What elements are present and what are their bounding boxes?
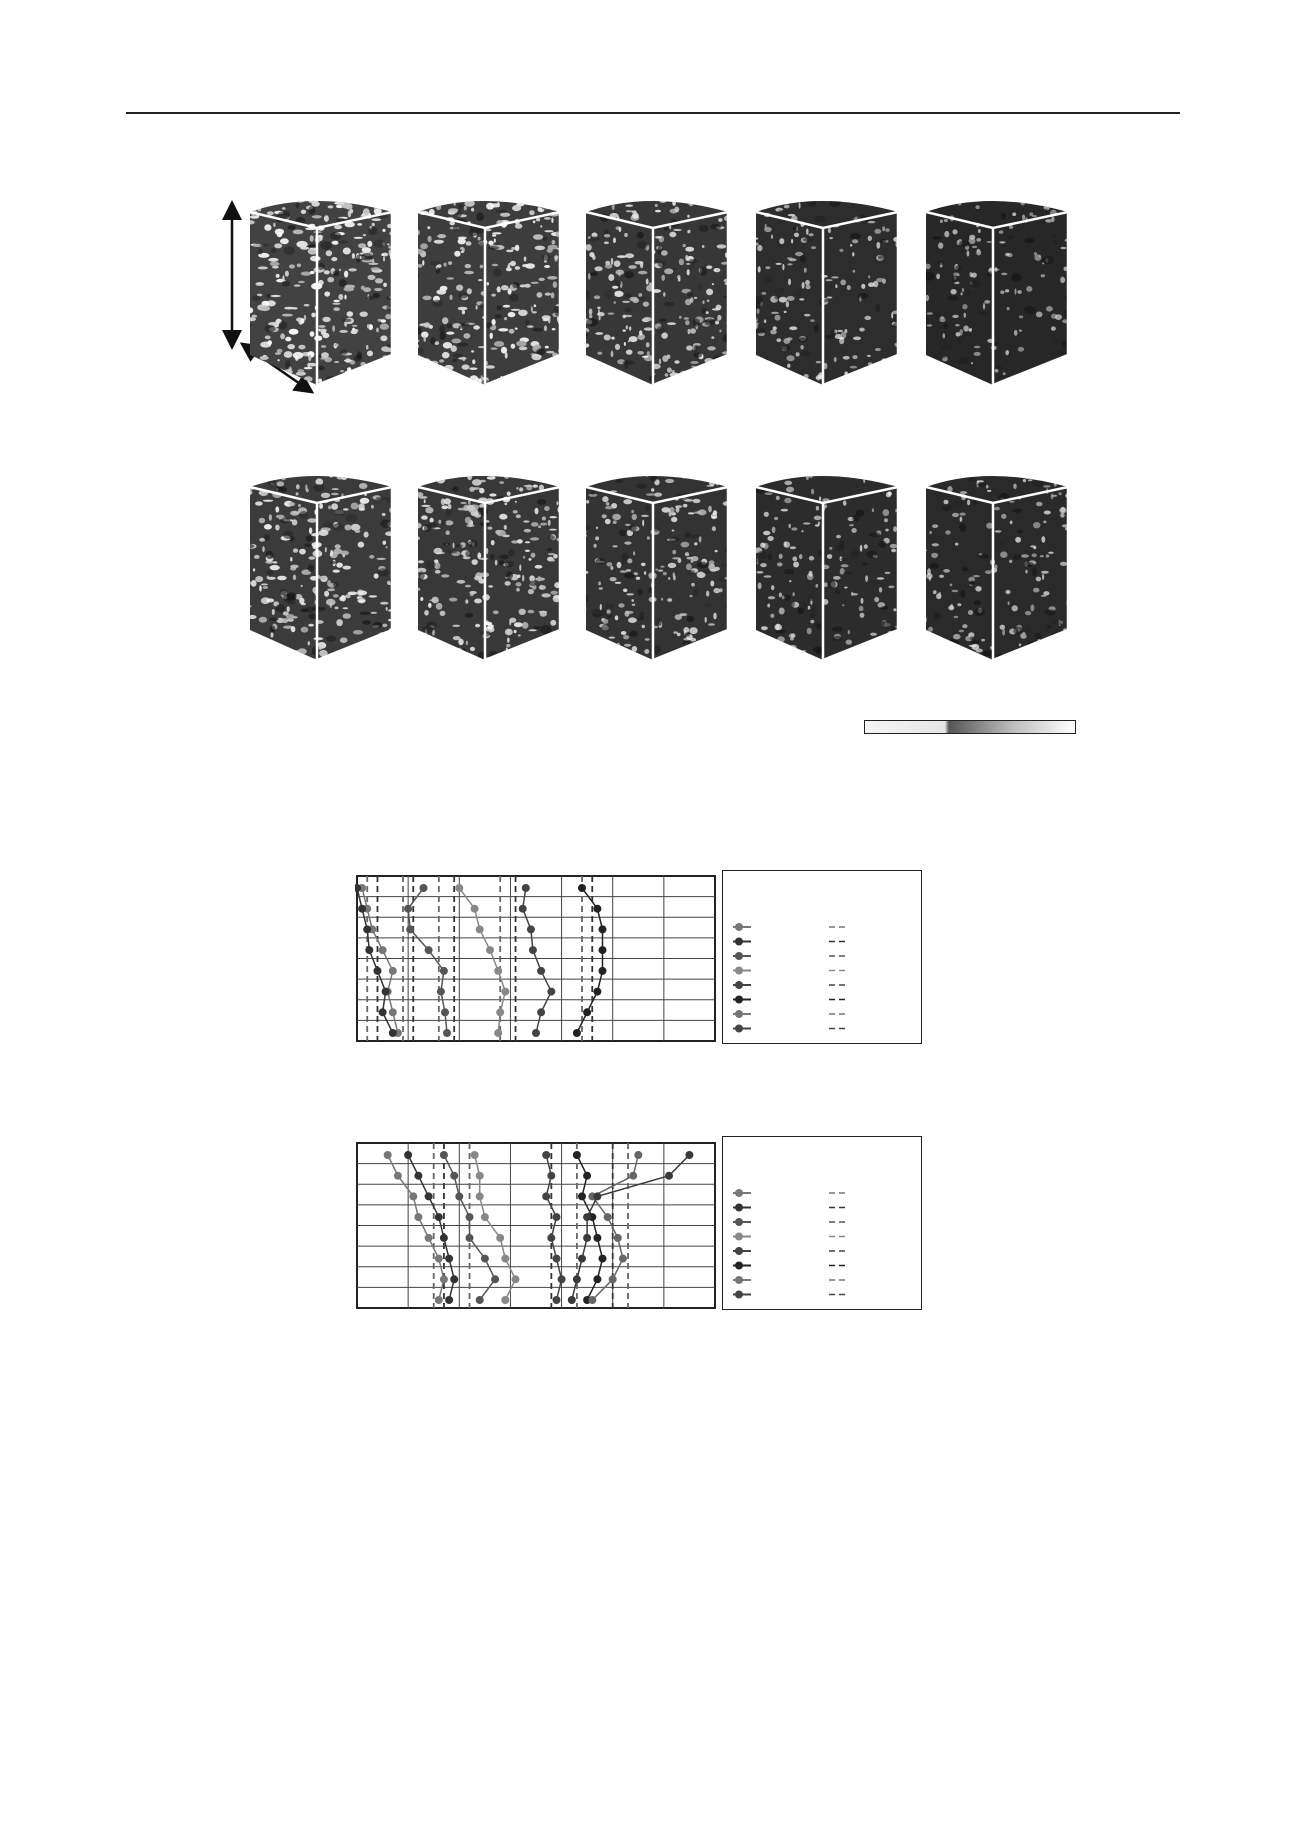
data-point — [553, 1255, 561, 1263]
data-point — [389, 967, 397, 975]
legend-box-1 — [722, 870, 922, 1044]
data-point — [558, 1275, 566, 1283]
data-point — [476, 1192, 484, 1200]
data-point — [450, 1172, 458, 1180]
data-point — [547, 1172, 555, 1180]
legend-marker — [735, 1291, 743, 1299]
data-point — [440, 1275, 448, 1283]
data-point — [481, 1213, 489, 1221]
data-point — [496, 1234, 504, 1242]
legend-marker — [735, 1189, 743, 1197]
legend-2 — [723, 1137, 921, 1309]
legend-marker — [735, 1233, 743, 1241]
data-point — [537, 967, 545, 975]
row2-cube-5 — [918, 465, 1078, 665]
data-point — [583, 1234, 591, 1242]
data-point — [389, 1008, 397, 1016]
data-point — [358, 905, 366, 913]
row1-cube-3 — [578, 190, 738, 390]
data-point — [384, 1151, 392, 1159]
data-point — [440, 1151, 448, 1159]
data-point — [609, 1275, 617, 1283]
data-point — [486, 946, 494, 954]
data-point — [588, 1296, 596, 1304]
legend-marker — [735, 1247, 743, 1255]
data-point — [599, 946, 607, 954]
legend-marker — [735, 923, 743, 931]
data-point — [471, 1151, 479, 1159]
data-point — [466, 1213, 474, 1221]
legend-marker — [735, 1276, 743, 1284]
legend-marker — [735, 1218, 743, 1226]
data-point — [522, 884, 530, 892]
legend-marker — [735, 938, 743, 946]
data-point — [437, 988, 445, 996]
legend-marker — [735, 1204, 743, 1212]
data-point — [425, 1234, 433, 1242]
data-point — [527, 925, 535, 933]
data-point — [599, 967, 607, 975]
data-point — [435, 1255, 443, 1263]
chart-1 — [355, 866, 717, 1046]
data-point — [593, 1192, 601, 1200]
legend-marker — [735, 967, 743, 975]
legend-box-2 — [722, 1136, 922, 1310]
data-point — [420, 884, 428, 892]
header-rule — [126, 112, 1180, 114]
data-point — [441, 1008, 449, 1016]
data-point — [542, 1192, 550, 1200]
data-point — [389, 1029, 397, 1037]
data-point — [614, 1234, 622, 1242]
data-point — [634, 1151, 642, 1159]
colorbar — [864, 720, 1076, 734]
row2-cube-3 — [578, 465, 738, 665]
data-point — [501, 988, 509, 996]
data-point — [404, 905, 412, 913]
data-point — [445, 1296, 453, 1304]
legend-marker — [735, 1025, 743, 1033]
data-point — [404, 1151, 412, 1159]
data-point — [443, 1029, 451, 1037]
data-point — [425, 1192, 433, 1200]
data-point — [379, 1008, 387, 1016]
data-point — [593, 905, 601, 913]
legend-marker — [735, 1262, 743, 1270]
data-point — [445, 1255, 453, 1263]
data-point — [476, 1172, 484, 1180]
data-point — [685, 1151, 693, 1159]
data-point — [512, 1275, 520, 1283]
row1-cube-2 — [410, 190, 570, 390]
data-point — [593, 988, 601, 996]
data-point — [583, 1008, 591, 1016]
data-point — [665, 1172, 673, 1180]
data-point — [425, 946, 433, 954]
data-point — [494, 967, 502, 975]
data-point — [501, 1255, 509, 1263]
data-point — [382, 988, 390, 996]
data-point — [578, 884, 586, 892]
data-point — [604, 1213, 612, 1221]
data-point — [481, 1255, 489, 1263]
data-point — [578, 1192, 586, 1200]
data-point — [547, 988, 555, 996]
data-point — [471, 905, 479, 913]
data-point — [547, 1234, 555, 1242]
chart-2 — [355, 1133, 717, 1313]
legend-marker — [735, 952, 743, 960]
data-point — [379, 946, 387, 954]
data-point — [496, 1008, 504, 1016]
data-point — [568, 1296, 576, 1304]
data-point — [593, 1275, 601, 1283]
row2-cube-4 — [748, 465, 908, 665]
legend-marker — [735, 1010, 743, 1018]
data-point — [374, 967, 382, 975]
data-point — [537, 1008, 545, 1016]
data-point — [440, 1234, 448, 1242]
data-point — [573, 1275, 581, 1283]
data-point — [476, 1296, 484, 1304]
data-point — [578, 1255, 586, 1263]
data-point — [435, 1296, 443, 1304]
row1-cube-4 — [748, 190, 908, 390]
data-point — [455, 884, 463, 892]
data-point — [414, 1213, 422, 1221]
data-point — [491, 1275, 499, 1283]
data-point — [450, 1275, 458, 1283]
data-point — [629, 1172, 637, 1180]
legend-marker — [735, 996, 743, 1004]
legend-marker — [735, 981, 743, 989]
row1-cube-5 — [918, 190, 1078, 390]
data-point — [476, 925, 484, 933]
data-point — [599, 1255, 607, 1263]
data-point — [394, 1172, 402, 1180]
row1-cube-1 — [242, 190, 402, 390]
row2-cube-1 — [242, 465, 402, 665]
data-point — [529, 946, 537, 954]
data-point — [583, 1213, 591, 1221]
data-point — [593, 1234, 601, 1242]
data-point — [619, 1255, 627, 1263]
data-point — [553, 1213, 561, 1221]
data-point — [409, 1192, 417, 1200]
data-point — [406, 925, 414, 933]
row2-cube-2 — [410, 465, 570, 665]
legend-1 — [723, 871, 921, 1043]
data-point — [573, 1029, 581, 1037]
data-point — [599, 925, 607, 933]
data-point — [414, 1172, 422, 1180]
data-point — [501, 1296, 509, 1304]
data-point — [440, 967, 448, 975]
data-point — [573, 1151, 581, 1159]
data-point — [435, 1213, 443, 1221]
data-point — [466, 1234, 474, 1242]
data-point — [363, 925, 371, 933]
data-point — [519, 905, 527, 913]
data-point — [542, 1151, 550, 1159]
data-point — [365, 946, 373, 954]
data-point — [532, 1029, 540, 1037]
data-point — [455, 1192, 463, 1200]
data-point — [494, 1029, 502, 1037]
data-point — [583, 1172, 591, 1180]
data-point — [553, 1296, 561, 1304]
